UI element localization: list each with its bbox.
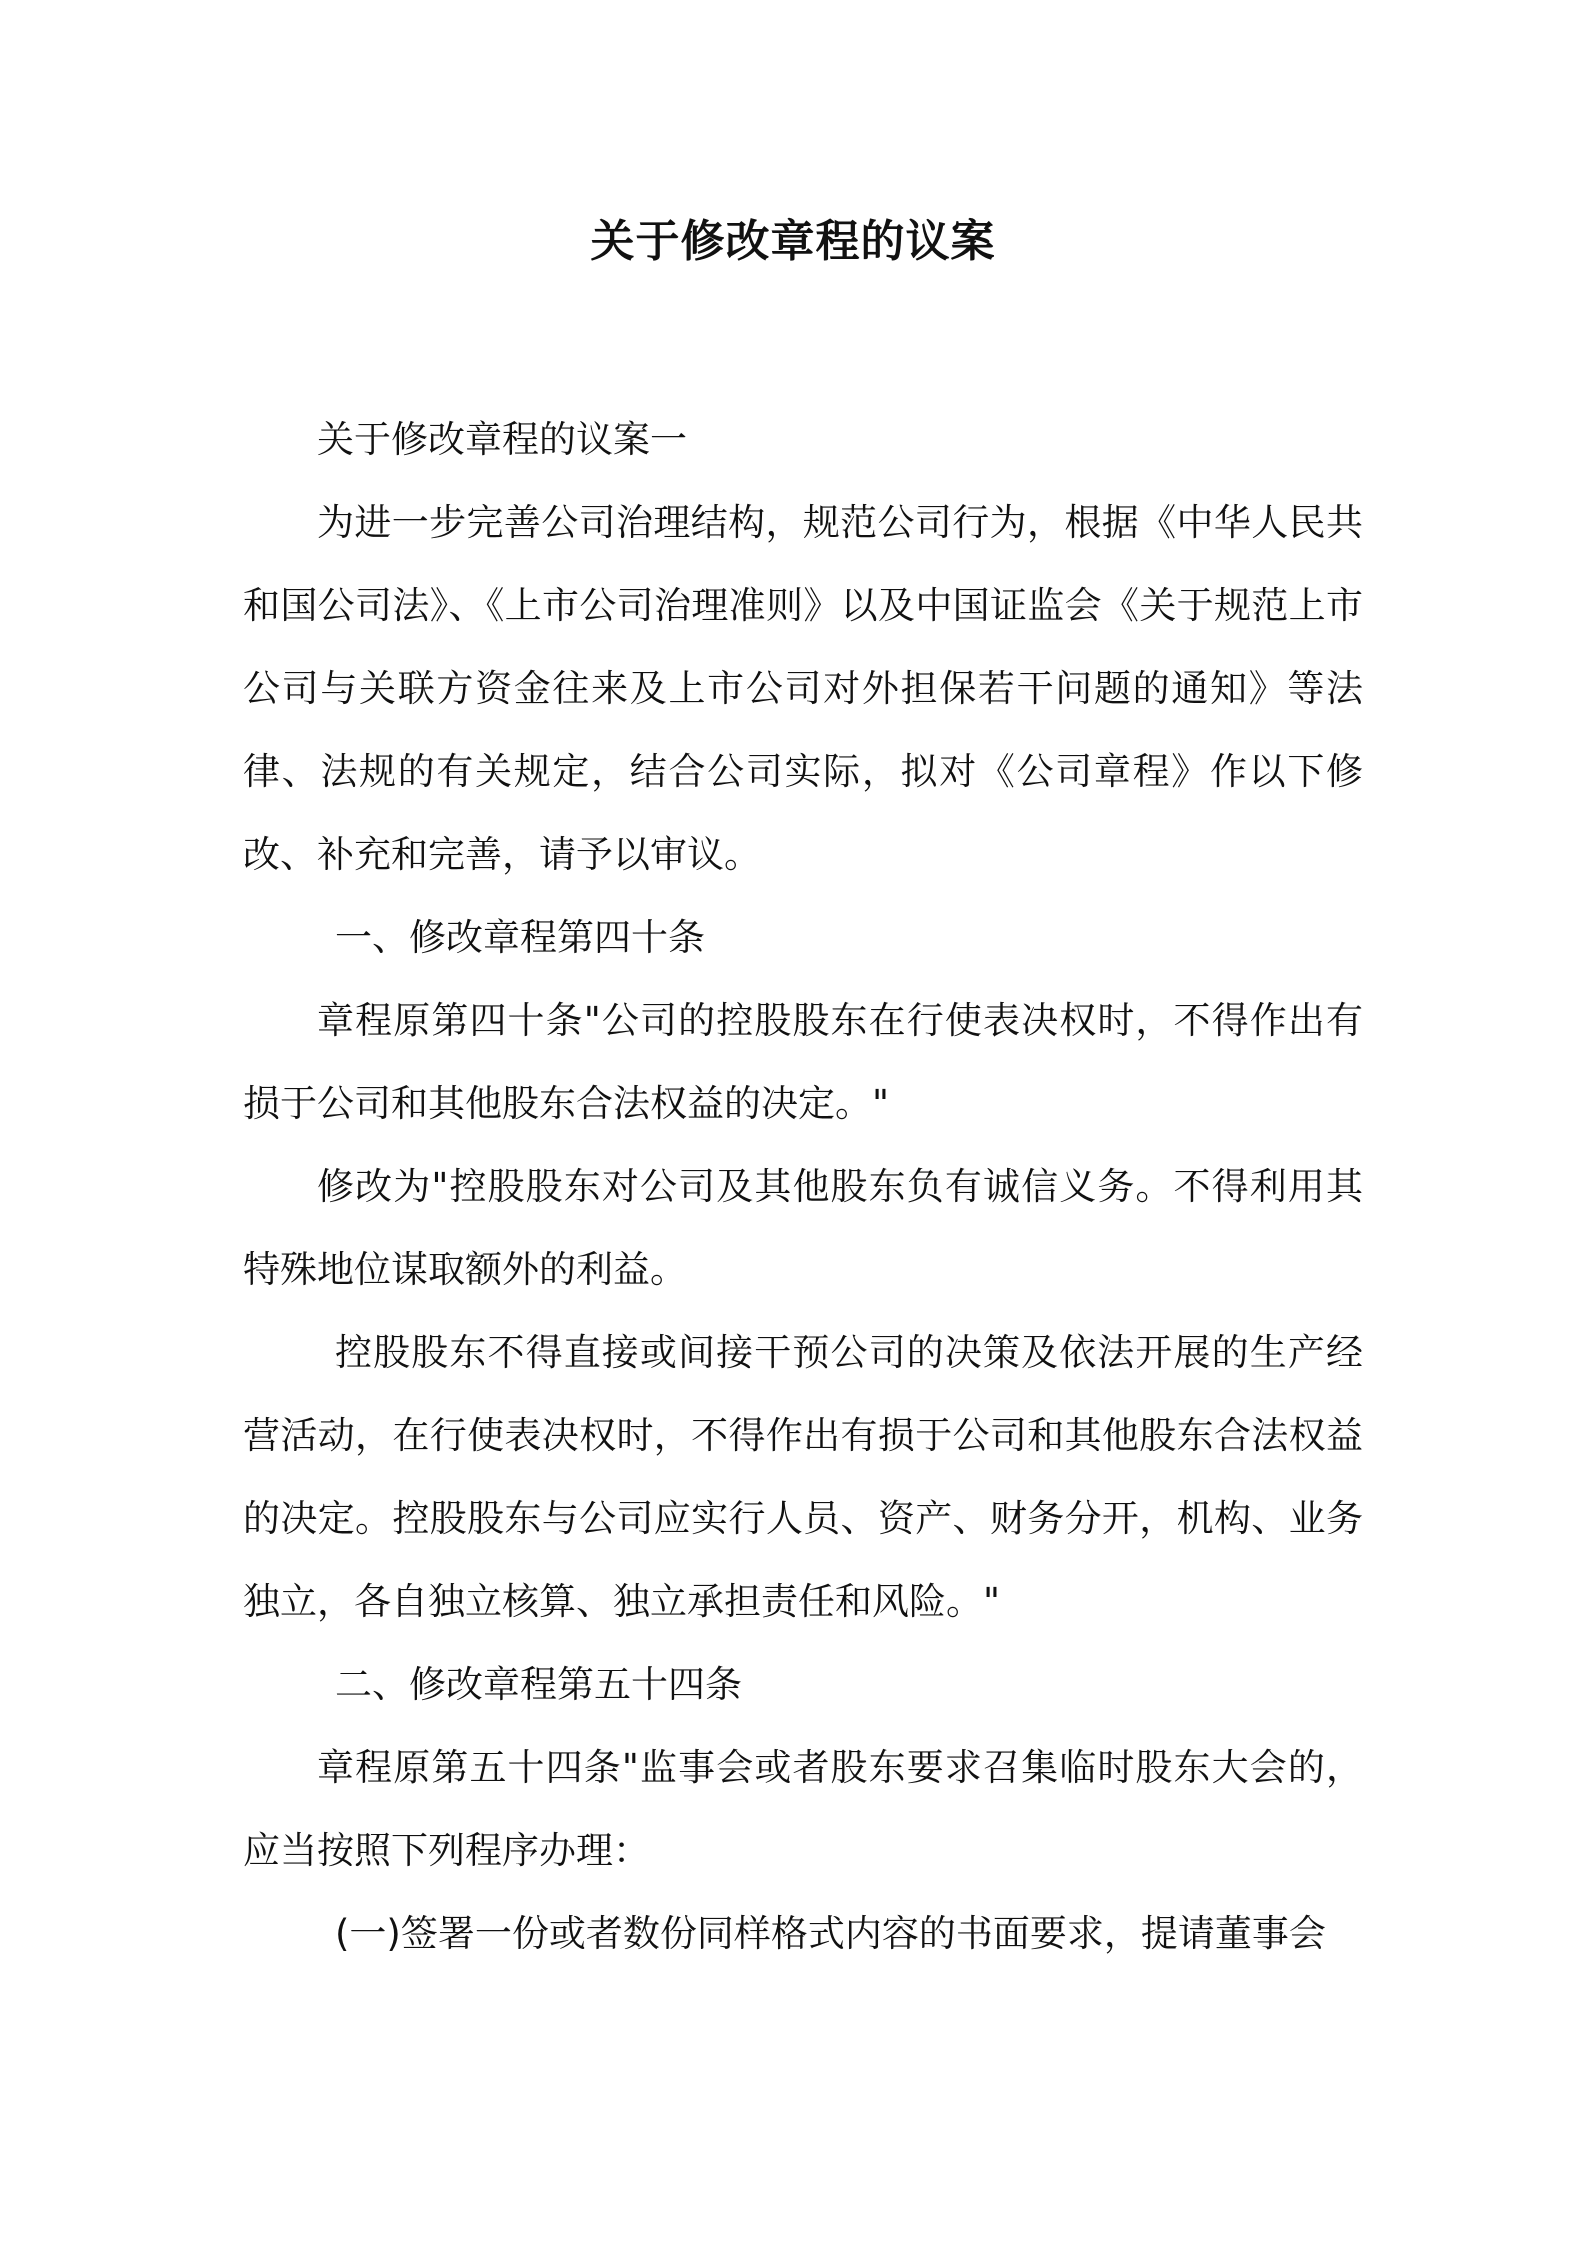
document-body [243,398,1363,1975]
document-title: 关于修改章程的议案 [590,216,996,267]
original-article-54: 章程原第五十四条"监事会或者股东要求召集临时股东大会的，应当按照下列程序办理： [243,1746,1363,1872]
article-54-item-1: (一)签署一份或者数份同样格式内容的书面要求，提请董事会 [335,1912,1326,1955]
intro-paragraph: 为进一步完善公司治理结构，规范公司行为，根据《中华人民共和国公司法》、《上市公司治理准则》以及中国证监会《关于规范上市公司与关联方资金往来及上市公司对外担保若干问题的通知》等法律、法规的有关规定，结合公司实际，拟对《公司章程》作以下修改、补充和完善，请予以审议。 [243,501,1363,876]
original-article-40: 章程原第四十条"公司的控股股东在行使表决权时，不得作出有损于公司和其他股东合法权益的决定。" [243,999,1363,1125]
amended-article-40-part1: 修改为"控股股东对公司及其他股东负有诚信义务。不得利用其特殊地位谋取额外的利益。 [243,1165,1363,1291]
section-heading-article-40: 一、修改章程第四十条 [335,916,705,959]
amended-article-40-part2: 控股股东不得直接或间接干预公司的决策及依法开展的生产经营活动，在行使表决权时，不得作出有损于公司和其他股东合法权益的决定。控股股东与公司应实行人员、资产、财务分开，机构、业务独立，各自独立核算、独立承担责任和风险。" [243,1331,1363,1623]
section-heading-article-54: 二、修改章程第五十四条 [335,1663,742,1706]
proposal-subtitle: 关于修改章程的议案一 [317,418,687,461]
